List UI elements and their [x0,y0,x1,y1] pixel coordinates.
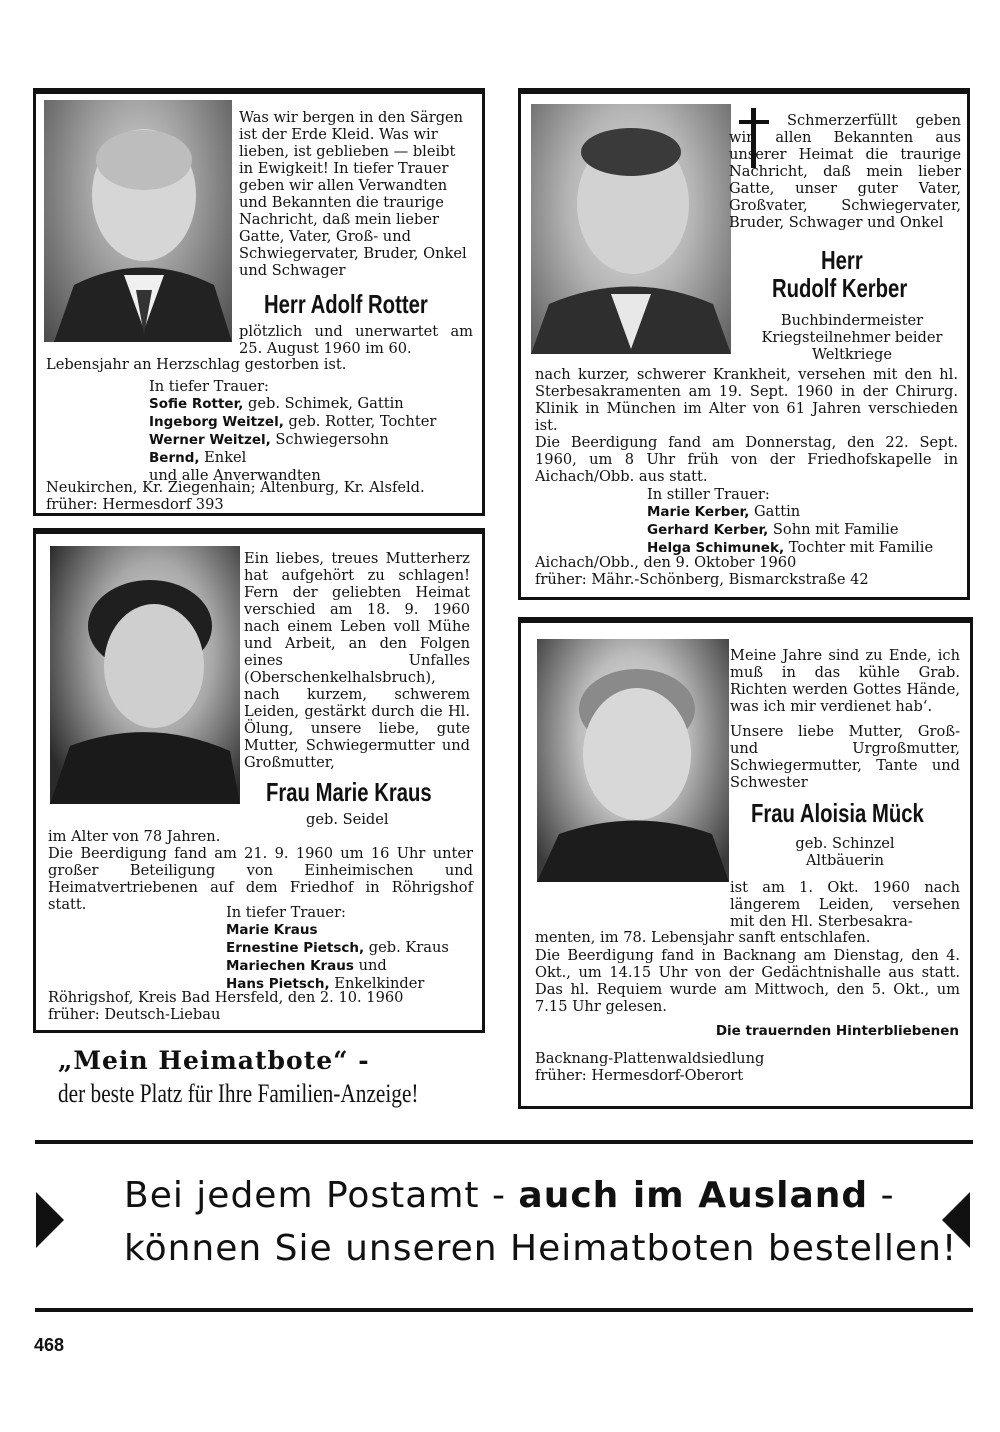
former-residence: früher: Hermesdorf-Oberort [535,1067,744,1084]
ad-heimatbote-subtitle: der beste Platz für Ihre Familien-Anzeige! [58,1079,419,1108]
portrait-photo-kraus [50,546,240,804]
arrow-right-icon [36,1192,64,1248]
mueck-place [535,1050,965,1084]
kraus-details [48,828,473,913]
mourner-relation: und [353,957,387,974]
mourner-relation: Tochter mit Familie [784,539,934,556]
obituary-rotter [33,88,485,516]
man-portrait-icon [531,104,731,354]
mourn-heading: In tiefer Trauer: [149,378,269,395]
mourner-name: Bernd, [149,450,200,466]
mourner-relation: geb. Rotter, Tochter [283,413,437,430]
mourner-name: Helga Schimunek, [647,540,785,556]
place-line: Neukirchen, Kr. Ziegenhain; Altenburg, Kr. Alsfeld. [46,479,425,496]
intro-text: Schmerzerfüllt geben wir allen Bekannten aus unserer Heimat die traurige Nachricht, daß mein lieber Gatte, unser guter Vater, Großvater, Schwiegervater, Bruder, Schwager und Onkel [729,112,961,231]
kerber-intro [729,112,961,231]
banner-text: Bei jedem Postamt - [124,1175,519,1216]
mourner-name: Hans Pietsch, [226,976,330,992]
kerber-title: Herr [821,245,863,275]
former-residence: früher: Deutsch-Liebau [48,1006,221,1023]
banner-bottom-rule [35,1308,973,1312]
man-portrait-icon [44,100,232,342]
former-residence: früher: Hermesdorf 393 [46,496,224,513]
death-text: nach kurzer, schwerer Krankheit, versehen mit den hl. Sterbesakramenten am 19. Sept. 1960 in der Chirurg. Klinik in München im Alter von 61 Jahren verschieden ist. [535,366,958,434]
former-residence: früher: Mähr.-Schönberg, Bismarckstraße 42 [535,571,869,588]
rotter-death-a: plötzlich und unerwartet am 25. August 1960 im 60. [239,323,473,357]
mourner-relation: Sohn mit Familie [768,521,899,538]
woman-portrait-icon [50,546,240,804]
mueck-death-b: menten, im 78. Lebensjahr sanft entschlafen. [535,929,871,946]
kerber-profession [743,312,961,363]
age-line: im Alter von 78 Jahren. [48,828,221,845]
mueck-nee [730,835,960,869]
mourner-name: Ernestine Pietsch, [226,940,365,956]
rotter-intro: Was wir bergen in den Särgen ist der Erde Kleid. Was wir lieben, ist geblieben — bleibt in Ewigkeit! In tiefer Trauer geben wir allen Verwandten und Bekannten die traurige Nachricht, daß mein lieber Gatte, Vater, Groß- und Schwiegervater, Bruder, Onkel und Schwager [239,109,467,279]
mourner-relation: geb. Schimek, Gattin [243,395,404,412]
obituary-mueck [518,617,973,1109]
mourn-heading: In stiller Trauer: [647,486,770,503]
kraus-intro: Ein liebes, treues Mutterherz hat aufgehört zu schlagen! Fern der geliebten Heimat verschied am 18. 9. 1960 nach einem Leben voll Mühe und Arbeit, an den Folgen eines Unfalles (Oberschenkelhalsbruch), nach kurzem, schwerem Leiden, gestärkt durch die Hl. Ölung, unsere liebe, gute Mutter, Schwiegermutter und Großmutter, [244,550,470,771]
profession-line: Buchbindermeister [780,312,924,329]
mourner-relation: geb. Kraus [364,939,449,956]
kraus-name: Frau Marie Kraus [266,777,432,807]
rotter-name: Herr Adolf Rotter [264,289,428,319]
banner-line-2: können Sie unseren Heimatboten bestellen! [124,1228,958,1269]
page-number: 468 [34,1335,65,1355]
mourner-name: Ingeborg Weitzel, [149,414,284,430]
banner-top-rule [35,1140,973,1144]
kraus-nee: geb. Seidel [306,811,389,828]
banner-line-1 [124,1175,895,1216]
mourner-name: Marie Kerber, [647,504,750,520]
rotter-death-b: Lebensjahr an Herzschlag gestorben ist. [46,356,347,373]
intro-text: Unsere liebe Mutter, Groß- und Urgroßmutter, Schwiegermutter, Tante und Schwester [730,723,960,791]
woman-portrait-icon [537,639,729,882]
verse-text: Meine Jahre sind zu Ende, ich muß in das kühle Grab. Richten werden Gottes Hände, was ich mir verdienet hab‘. [730,647,960,715]
mueck-name: Frau Aloisia Mück [751,798,924,828]
veteran-line: Kriegsteilnehmer beider Weltkriege [761,329,943,363]
kraus-mourners [226,904,476,993]
mueck-intro [730,647,960,791]
ad-heimatbote-title: „Mein Heimatbote“ - [58,1046,370,1075]
mourner-relation: Schwiegersohn [270,431,389,448]
mourner-name: Marie Kraus [226,922,318,938]
kerber-name: Rudolf Kerber [772,273,908,303]
obituary-kerber [518,88,970,600]
portrait-photo-mueck [537,639,729,882]
mourner-name: Werner Weitzel, [149,432,271,448]
rotter-mourners [149,378,479,484]
place-line: Aichach/Obb., den 9. Oktober 1960 [535,554,797,571]
obituary-kraus [33,528,485,1033]
kerber-mourners [647,486,965,557]
mourner-name: Gerhard Kerber, [647,522,769,538]
mueck-funeral: Die Beerdigung fand in Backnang am Dienstag, den 4. Okt., um 14.15 Uhr von der Gedächtnishalle aus statt. Das hl. Requiem wurde am Mittwoch, den 5. Okt., um 7.15 Uhr gelesen. [535,947,960,1015]
kraus-place [48,989,478,1023]
portrait-photo-kerber [531,104,731,354]
portrait-photo-rotter [44,100,232,342]
funeral-text: Die Beerdigung fand am 21. 9. 1960 um 16 Uhr unter großer Beteiligung von Einheimischen und Heimatvertriebenen auf dem Friedhof in Röhrigshof statt. [48,845,473,913]
mourner-others: und alle Anverwandten [149,467,321,484]
mueck-death-a: ist am 1. Okt. 1960 nach längerem Leiden, versehen mit den Hl. Sterbesakra- [730,879,960,930]
role-line: Altbäuerin [805,852,885,869]
mourner-name: Sofie Rotter, [149,396,244,412]
arrow-left-icon [942,1192,970,1248]
mourn-heading: In tiefer Trauer: [226,904,346,921]
mourner-relation: Enkel [199,449,247,466]
mourner-name: Mariechen Kraus [226,958,354,974]
mourner-relation: Gattin [749,503,801,520]
nee-line: geb. Schinzel [795,835,895,852]
mourner-relation: Enkelkinder [329,975,425,992]
place-line: Backnang-Plattenwaldsiedlung [535,1050,765,1067]
banner-text: - [868,1175,895,1216]
mueck-signature: Die trauernden Hinterbliebenen [715,1023,959,1039]
kerber-place [535,554,965,588]
rotter-place [46,479,476,513]
place-line: Röhrigshof, Kreis Bad Hersfeld, den 2. 10. 1960 [48,989,404,1006]
kerber-death [535,366,958,485]
funeral-text: Die Beerdigung fand am Donnerstag, den 22. Sept. 1960, um 8 Uhr früh von der Friedhofskapelle in Aichach/Obb. aus statt. [535,434,958,485]
banner-emphasis: auch im Ausland [518,1175,869,1216]
